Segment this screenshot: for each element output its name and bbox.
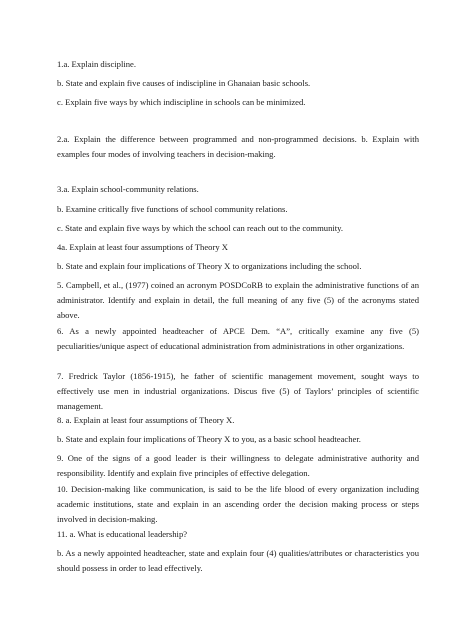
question-1a: 1.a. Explain discipline.	[57, 59, 136, 69]
question-3b: b. Examine critically five functions of school community relations.	[57, 204, 288, 214]
question-6: 6. As a newly appointed headteacher of APCE Dem. “A”, critically examine any five (5) peculiarities/unique aspect of educational administration from administrations in other organizations.	[57, 326, 419, 351]
question-1c: c. Explain five ways by which indiscipline in schools can be minimized.	[57, 97, 306, 107]
question-11b: b. As a newly appointed headteacher, state and explain four (4) qualities/attributes or characteristics you should possess in order to lead effectively.	[57, 548, 419, 573]
question-4a: 4a. Explain at least four assumptions of Theory X	[57, 242, 228, 252]
question-9: 9. One of the signs of a good leader is their willingness to delegate administrative authority and responsibility. Identify and explain five principles of effective delegation.	[57, 453, 419, 478]
question-7: 7. Fredrick Taylor (1856-1915), he father of scientific management movement, sought ways to effectively use men in industrial organizations. Discus five (5) of Taylors’ principles of scientific management.	[57, 371, 419, 411]
question-4b: b. State and explain four implications of Theory X to organizations including the school.	[57, 261, 362, 271]
question-3c: c. State and explain five ways by which the school can reach out to the community.	[57, 223, 344, 233]
question-1b: b. State and explain five causes of indiscipline in Ghanaian basic schools.	[57, 78, 311, 88]
question-11a: 11. a. What is educational leadership?	[57, 529, 188, 539]
question-3a: 3.a. Explain school-community relations.	[57, 184, 199, 194]
question-8a: 8. a. Explain at least four assumptions of Theory X.	[57, 415, 235, 425]
question-2: 2.a. Explain the difference between programmed and non-programmed decisions. b. Explain with examples four modes of involving teachers in decision-making.	[57, 134, 419, 159]
question-5: 5. Campbell, et al., (1977) coined an acronym POSDCoRB to explain the administrative functions of an administrator. Identify and explain in detail, the full meaning of any five (5) of the acronyms stated above.	[57, 280, 419, 320]
question-10: 10. Decision-making like communication, is said to be the life blood of every organization including academic institutions, state and explain in an ascending order the decision making process or steps involved in decision-making.	[57, 484, 419, 524]
question-8b: b. State and explain four implications of Theory X to you, as a basic school headteacher.	[57, 434, 361, 444]
